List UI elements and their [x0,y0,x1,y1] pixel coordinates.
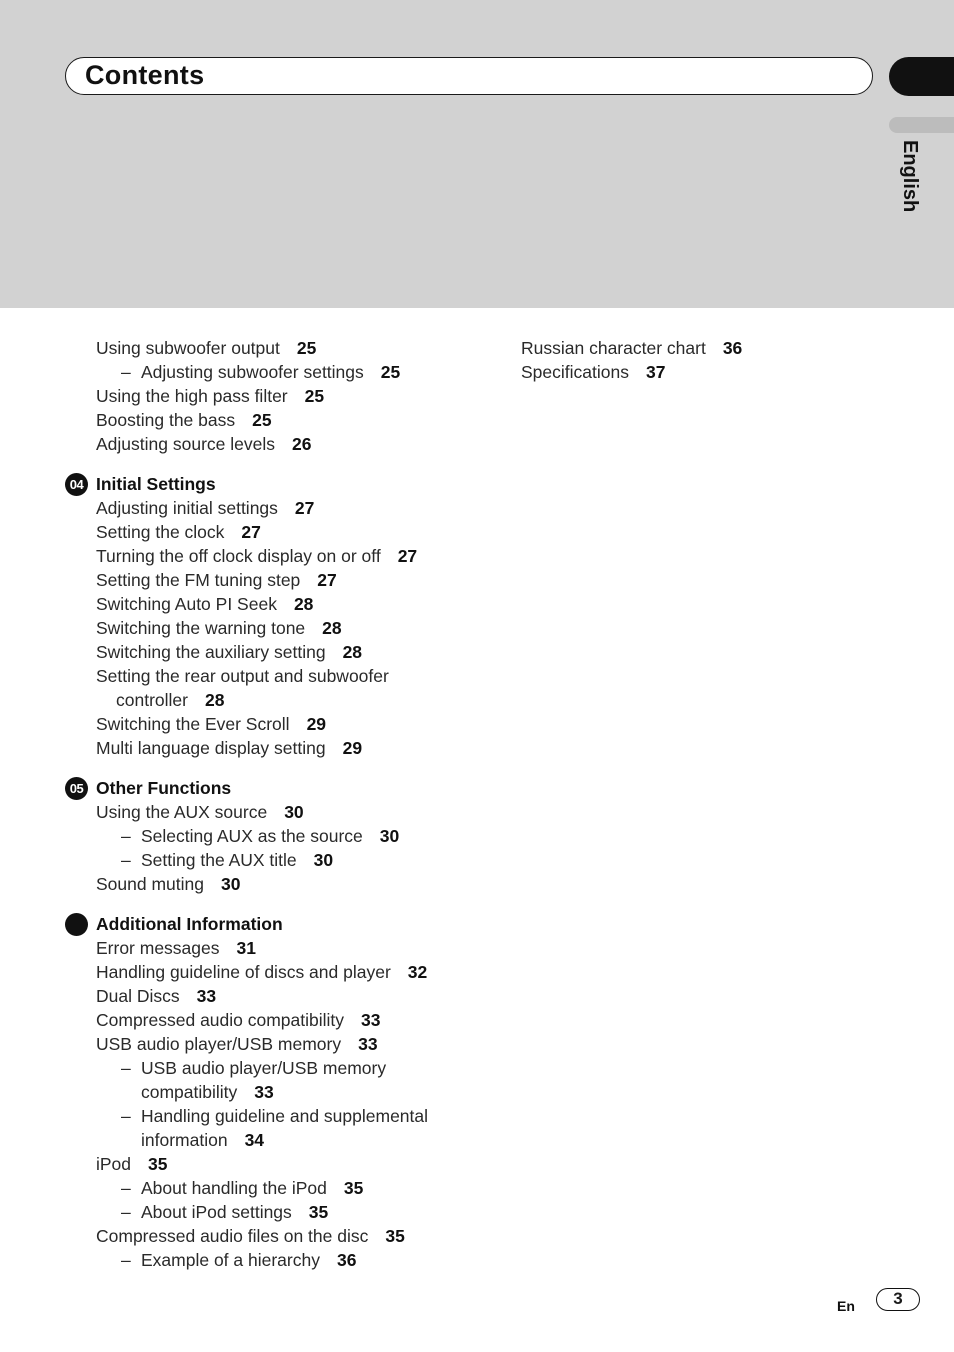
toc-entry-text-cont: compatibility [141,1082,238,1102]
toc-entry[interactable] [96,496,516,520]
toc-entry[interactable] [96,848,516,872]
toc-section [69,776,516,896]
toc-entry[interactable] [96,1032,516,1056]
toc-entry-text: Switching the auxiliary setting [96,642,326,662]
toc-page-number: 33 [254,1082,274,1102]
toc-entry-text: Setting the FM tuning step [96,570,301,590]
language-tab-marker [889,117,954,133]
toc-entry-text: Switching Auto PI Seek [96,594,277,614]
toc-page-number: 27 [294,498,315,518]
toc-entry-continuation[interactable] [96,688,516,712]
toc-page-number: 34 [244,1130,265,1150]
toc-entry[interactable] [96,336,516,360]
section-number-badge: 05 [65,777,88,800]
toc-entry[interactable] [96,432,516,456]
toc-entry-continuation[interactable] [96,1128,516,1152]
toc-page-number: 27 [241,522,261,542]
toc-page-number: 35 [308,1202,329,1222]
toc-entry[interactable] [96,960,516,984]
toc-entry[interactable] [96,568,516,592]
toc-entry-text: About handling the iPod [141,1178,327,1198]
toc-entry-text: Dual Discs [96,986,180,1006]
toc-entry[interactable] [96,936,516,960]
toc-entry-text: Specifications [521,362,629,382]
toc-section [96,912,516,1272]
toc-entry[interactable] [96,1104,516,1128]
toc-page-number: 31 [236,938,256,958]
toc-entry[interactable] [96,800,516,824]
toc-entry-text: Sound muting [96,874,204,894]
toc-page-number: 29 [342,738,363,758]
toc-intro-group [96,336,516,456]
toc-page-number: 27 [317,570,337,590]
section-title: Initial Settings [96,474,216,494]
toc-entry-text-cont: controller [116,690,188,710]
toc-right-column [521,336,921,384]
toc-page-number: 33 [196,986,217,1006]
toc-page-number: 28 [293,594,314,614]
toc-right-entries [521,336,921,384]
toc-section-heading[interactable] [96,912,516,936]
toc-page-number: 25 [380,362,401,382]
toc-entry[interactable] [96,1056,516,1080]
toc-entry[interactable] [96,592,516,616]
toc-entry-text: USB audio player/USB memory [96,1034,342,1054]
toc-entry[interactable] [96,824,516,848]
page-title: Contents [85,60,205,90]
toc-section-heading[interactable] [69,472,516,496]
toc-entry-text: Compressed audio compatibility [96,1010,345,1030]
toc-page-number: 36 [336,1250,357,1270]
toc-page-number: 30 [284,802,304,822]
toc-entry[interactable] [96,1200,516,1224]
toc-entry-text: About iPod settings [141,1202,292,1222]
page-number: 3 [876,1288,920,1311]
section-title: Other Functions [96,778,232,798]
section-number-badge: 04 [65,473,88,496]
toc-entry-text: Example of a hierarchy [141,1250,320,1270]
toc-entry[interactable] [96,736,516,760]
toc-entry[interactable] [96,544,516,568]
toc-sections [69,472,516,1272]
toc-entry[interactable] [96,360,516,384]
header-band [0,0,954,308]
toc-entry-text: Adjusting source levels [96,434,275,454]
toc-page-number: 32 [407,962,428,982]
toc-entry-text: iPod [96,1154,132,1174]
toc-entry-text: Setting the rear output and subwoofer [96,666,389,686]
toc-entry[interactable] [96,712,516,736]
toc-page-number: 25 [252,410,272,430]
toc-entry-text: Setting the AUX title [141,850,297,870]
toc-entry[interactable] [96,872,516,896]
section-number-badge [65,913,88,936]
toc-entry[interactable] [96,1008,516,1032]
toc-entry-text: Using the AUX source [96,802,268,822]
toc-entry-text: Boosting the bass [96,410,236,430]
toc-entry-text: Russian character chart [521,338,706,358]
toc-page-number: 33 [361,1010,381,1030]
toc-entry[interactable] [96,1176,516,1200]
toc-section [69,472,516,760]
toc-entry-text: Multi language display setting [96,738,326,758]
toc-entry-text-cont: information [141,1130,228,1150]
toc-page-number: 28 [322,618,342,638]
toc-page-number: 30 [313,850,334,870]
toc-page-number: 27 [397,546,418,566]
toc-entry[interactable] [96,1224,516,1248]
toc-entry-text: USB audio player/USB memory [141,1058,387,1078]
toc-page-number: 28 [204,690,225,710]
toc-entry-text: Handling guideline of discs and player [96,962,391,982]
toc-entry[interactable] [96,616,516,640]
toc-entry[interactable] [96,1152,516,1176]
title-box [65,57,873,95]
toc-entry[interactable] [96,408,516,432]
toc-page-number: 37 [645,362,666,382]
toc-page-number: 25 [304,386,325,406]
toc-page-number: 25 [296,338,317,358]
toc-entry[interactable] [521,360,921,384]
toc-entry-text: Adjusting subwoofer settings [141,362,364,382]
toc-page-number: 33 [358,1034,378,1054]
toc-entry-text: Switching the Ever Scroll [96,714,290,734]
toc-page-number: 30 [221,874,241,894]
toc-entry[interactable] [96,640,516,664]
toc-entry[interactable] [96,520,516,544]
toc-page-number: 35 [148,1154,168,1174]
toc-page-number: 29 [306,714,327,734]
toc-page-number: 30 [379,826,400,846]
toc-page-number: 35 [385,1226,405,1246]
toc-entry-text: Compressed audio files on the disc [96,1226,369,1246]
toc-page-number: 36 [722,338,743,358]
section-tab-marker [889,57,954,96]
toc-entry[interactable] [96,384,516,408]
toc-entry[interactable] [96,664,516,688]
toc-entry-text: Using the high pass filter [96,386,288,406]
toc-entry-text: Turning the off clock display on or off [96,546,381,566]
toc-entry[interactable] [96,1248,516,1272]
toc-entry-text: Switching the warning tone [96,618,306,638]
section-title: Additional Information [96,914,283,934]
toc-page-number: 28 [342,642,363,662]
toc-entry-text: Selecting AUX as the source [141,826,363,846]
language-tab-label: English [899,140,921,213]
toc-entry[interactable] [521,336,921,360]
toc-left-column [69,336,516,1272]
toc-entry-text: Error messages [96,938,220,958]
toc-entry-continuation[interactable] [96,1080,516,1104]
toc-page-number: 35 [343,1178,364,1198]
toc-page-number: 26 [291,434,312,454]
toc-entry-text: Handling guideline and supplemental [141,1106,429,1126]
toc-entry[interactable] [96,984,516,1008]
toc-entry-text: Using subwoofer output [96,338,280,358]
toc-entry-text: Adjusting initial settings [96,498,278,518]
footer-language-code: En [837,1298,855,1314]
toc-section-heading[interactable] [69,776,516,800]
toc-entry-text: Setting the clock [96,522,225,542]
